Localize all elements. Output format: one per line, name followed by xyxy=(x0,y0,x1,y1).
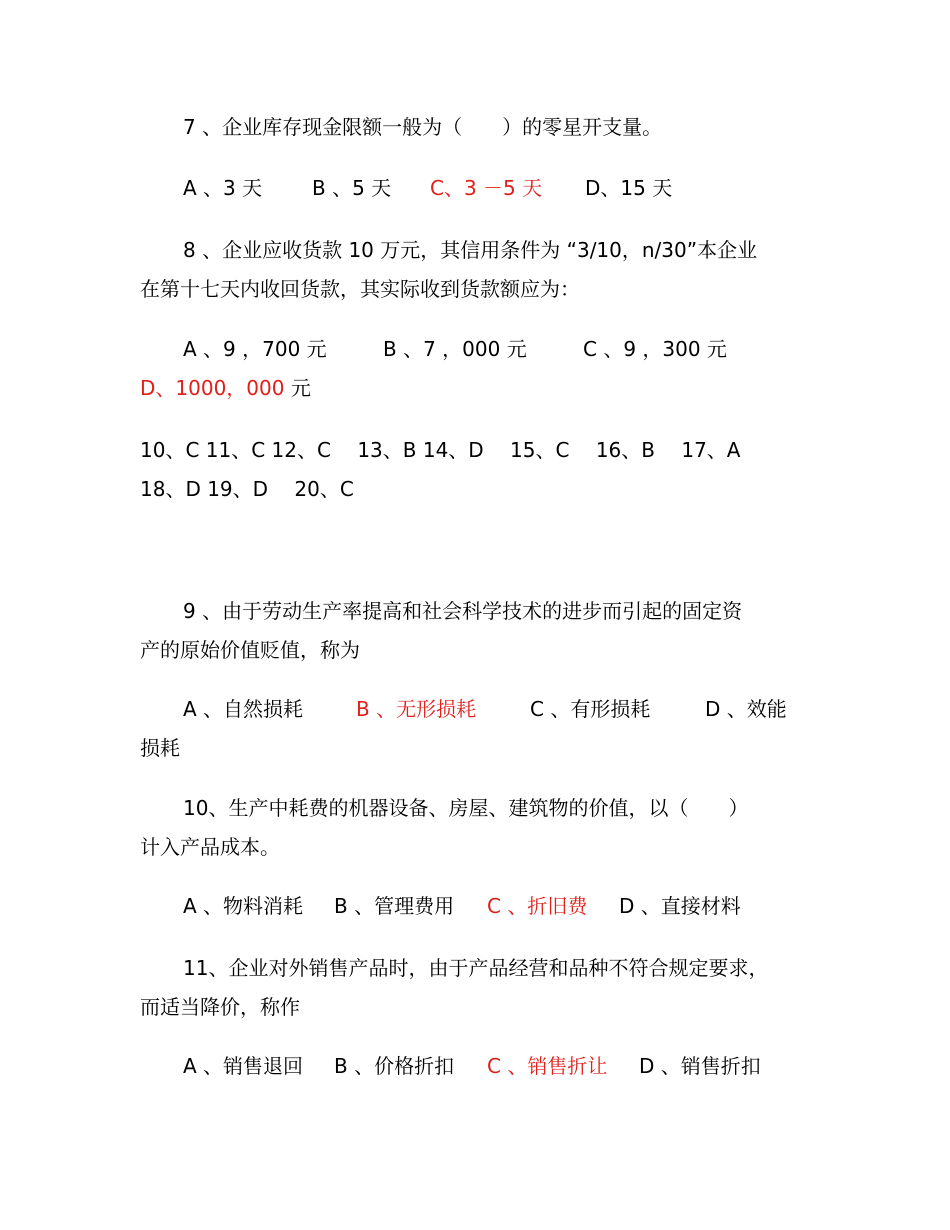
q7-option-d: D、15 天 xyxy=(585,176,673,200)
answer-key-line2: 18、D 19、D 20、C xyxy=(140,477,354,501)
q7-option-c-correct: C、3 －5 天 xyxy=(430,176,543,200)
q11-option-d: D 、销售折扣 xyxy=(639,1054,761,1078)
q9-question-line1: 9 、由于劳动生产率提高和社会科学技术的进步而引起的固定资 xyxy=(183,599,743,623)
q8-option-c: C 、9 ，300 元 xyxy=(583,337,727,361)
q9-option-d: D 、效能 xyxy=(705,697,787,721)
q8-option-b: B 、7 ，000 元 xyxy=(383,337,527,361)
q10-question-line2: 计入产品成本。 xyxy=(140,835,280,859)
q11-option-a: A 、销售退回 xyxy=(183,1054,304,1078)
answer-key-line1: 10、C 11、C 12、C 13、B 14、D 15、C 16、B 17、A xyxy=(140,438,741,462)
q10-option-d: D 、直接材料 xyxy=(619,894,741,918)
q7-question: 7 、企业库存现金限额一般为（ ）的零星开支量。 xyxy=(183,115,663,139)
q11-option-c-correct: C 、销售折让 xyxy=(487,1054,608,1078)
q9-option-a: A 、自然损耗 xyxy=(183,697,304,721)
q11-option-b: B 、价格折扣 xyxy=(334,1054,455,1078)
q7-option-a: A 、3 天 xyxy=(183,176,263,200)
q9-option-b-correct: B 、无形损耗 xyxy=(356,697,477,721)
q9-question-line2: 产的原始价值贬值，称为 xyxy=(140,638,360,662)
q10-question-line1: 10、生产中耗费的机器设备、房屋、建筑物的价值，以（ ） xyxy=(183,796,749,820)
q8-option-d-unit: 元 xyxy=(284,376,311,400)
q7-option-b: B 、5 天 xyxy=(312,176,392,200)
q10-option-c-correct: C 、折旧费 xyxy=(487,894,588,918)
q9-option-c: C 、有形损耗 xyxy=(530,697,651,721)
q8-option-a: A 、9 ，700 元 xyxy=(183,337,327,361)
q11-question-line1: 11、企业对外销售产品时，由于产品经营和品种不符合规定要求， xyxy=(183,956,769,980)
q11-question-line2: 而适当降价，称作 xyxy=(140,995,300,1019)
q8-option-d xyxy=(140,375,311,401)
q8-question-line1: 8 、企业应收货款 10 万元，其信用条件为 “3/10，n/30”本企业 xyxy=(183,238,758,262)
q8-option-d-correct: D、1000，000 xyxy=(140,376,285,400)
q10-option-b: B 、管理费用 xyxy=(334,894,455,918)
q10-option-a: A 、物料消耗 xyxy=(183,894,304,918)
q9-option-d-wrap: 损耗 xyxy=(140,736,180,760)
q8-question-line2: 在第十七天内收回货款，其实际收到货款额应为： xyxy=(140,277,580,301)
